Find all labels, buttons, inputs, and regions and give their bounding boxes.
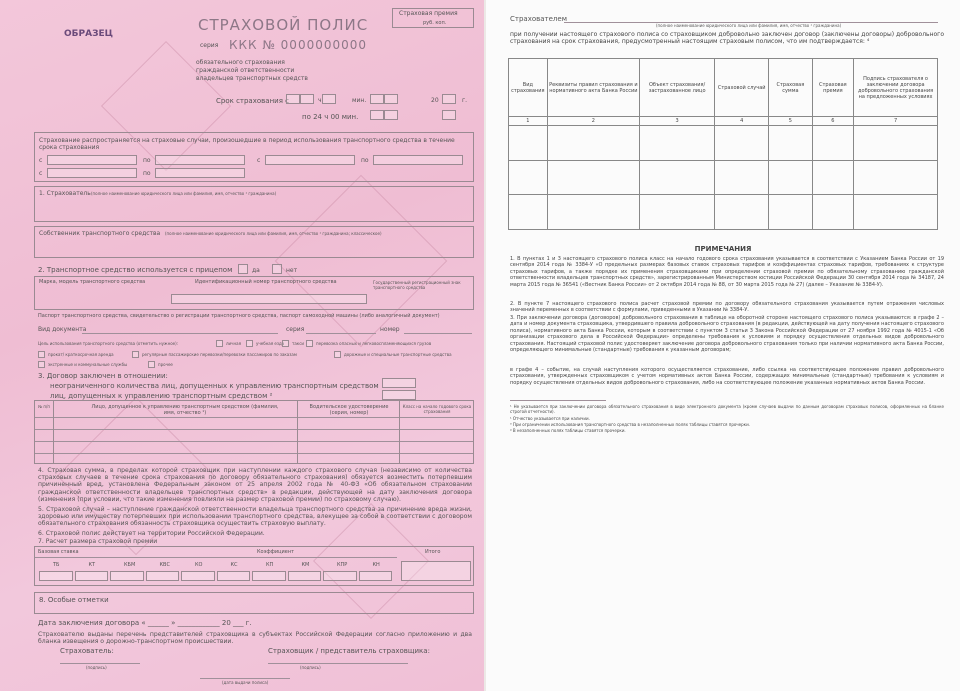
scope-unlimited-label: неограниченного количества лиц, допущенных к управлению транспортным средством <box>50 382 379 390</box>
term-min: мин. <box>352 97 367 104</box>
drivers-col-number: № п/п <box>38 404 51 409</box>
note-2: 2. В пункте 7 настоящего страхового полиса расчет страховой премии по договору обязательного страхования указывается путем отражения числовых значений переменных в соответствии с формулами, приведенными в Указании № 3384-У. <box>510 301 944 314</box>
coef-value-cell[interactable] <box>181 571 215 581</box>
vol-col-number: 4 <box>715 117 769 126</box>
term-h: ч. <box>318 97 324 104</box>
insured-label: Страхователем <box>510 15 567 23</box>
period-to-1: по <box>143 157 151 164</box>
term-day-cell[interactable] <box>370 94 384 104</box>
voluntary-insurance-table <box>508 58 938 230</box>
note-3: 3. При заключении договора (договоров) добровольного страхования в таблице на оборотной стороне настоящего страхового полиса указываются: в графе 2 – дата и номер документа страховщика, утвердившего правила добровольного страхования (в редакции, действующей на дату получения настоящего страхового полиса), нормативного акта Банка России, которым в соответствии с пунктом 3 статьи 3 Закона Российской Федерации от 27 ноября 1992 года № 4015-1 «Об организации страхового дела в Российской Федерации» определены требования к условиям и порядку осуществления отдельных видов добровольного страхования. Настоящий страховой полис удостоверяет заключение договора добровольного страхования только при наличии нормативного акта Банка России, определяющего минимальные (стандартные) требования к указанным договорам; <box>510 315 944 354</box>
issue-date-hint: (дата выдачи полиса) <box>222 680 269 685</box>
purpose-personal-label: личная <box>226 341 241 346</box>
purpose-road-label: дорожные и специальные транспортные средства <box>344 352 452 357</box>
trailer-no-checkbox[interactable] <box>272 264 282 274</box>
coef-value-cell[interactable] <box>359 571 393 581</box>
coef-value-cell[interactable] <box>217 571 251 581</box>
vol-col-number: 3 <box>640 117 715 126</box>
term-g: г. <box>462 97 468 104</box>
coef-2-label: КТ <box>88 562 96 568</box>
coef-7-label: КП <box>266 562 274 568</box>
vol-col-number: 1 <box>509 117 548 126</box>
purpose-personal-checkbox[interactable] <box>216 340 223 347</box>
purpose-regular-label: регулярные пассажирские перевозки/перевозки пассажиров по заказам <box>142 352 297 357</box>
insured-signature-hint: (подпись) <box>86 665 107 670</box>
total-label: Итого <box>425 549 441 555</box>
drivers-row-line <box>35 417 473 418</box>
notes-title: ПРИМЕЧАНИЯ <box>694 245 752 253</box>
purpose-emergency-label: экстренные и коммунальные службы <box>48 362 128 367</box>
clause-6-territory: 6. Страховой полис действует на территории Российской Федерации. <box>38 530 265 537</box>
table-row[interactable] <box>509 126 938 161</box>
doc-series-line[interactable] <box>306 333 376 334</box>
policy-back-page <box>486 0 960 691</box>
premium-label: Страховая премия <box>399 10 458 17</box>
contract-scope-heading: 3. Договор заключен в отношении: <box>38 372 168 380</box>
trailer-question: 2. Транспортное средство используется с прицепом <box>38 266 233 274</box>
coef-value-cell[interactable] <box>75 571 109 581</box>
doc-type-line[interactable] <box>82 333 278 334</box>
period-text: Страхование распространяется на страховые случаи, произошедшие в период использования транспортного средства в течение срока страхования <box>39 137 455 151</box>
issue-date-line[interactable] <box>200 678 290 679</box>
term-year: 20 <box>431 97 439 104</box>
term-hour-cell[interactable] <box>300 94 314 104</box>
voluntary-intro: при получении настоящего страхового полиса со страховщиком добровольно заключен договор (заключены договоры) добровольного страхования на срок страхования, предусмотренный настоящим страховым полисом, что им подтверждается: ⁴ <box>510 31 944 46</box>
drivers-col-class: Класс на начало годового срока страхования <box>402 404 472 414</box>
doc-series-label: серия <box>286 326 305 333</box>
purpose-rent-label: прокат/ краткосрочная аренда <box>48 352 114 357</box>
purpose-other-checkbox[interactable] <box>148 361 155 368</box>
subtitle-line-3: владельцев транспортных средств <box>196 75 308 82</box>
insured-signature-line[interactable] <box>60 663 140 664</box>
col-model-header: Марка, модель транспортного средства <box>39 279 146 285</box>
period-from-2: с <box>257 157 261 164</box>
passport-line: Паспорт транспортного средства, свидетельство о регистрации транспортного средства, паспорт самоходной машины (либо аналогичный документ) <box>38 313 440 319</box>
coef-8-label: КМ <box>301 562 310 568</box>
drivers-row-line <box>35 441 473 442</box>
table-row[interactable] <box>509 195 938 230</box>
col-vin-header: Идентификационный номер транспортного средства <box>195 279 337 285</box>
subtitle-line-1: обязательного страхования <box>196 59 285 66</box>
term-year-cell[interactable] <box>442 94 456 104</box>
period-from-field[interactable] <box>47 155 137 165</box>
drivers-col-divider <box>53 401 54 463</box>
vol-col-object: Объект страхования/ застрахованное лицо <box>640 59 715 117</box>
owner-hint: (полное наименование юридического лица или фамилия, имя, отчество ¹ гражданина; классическое) <box>165 231 382 236</box>
coef-1-label: ТБ <box>53 562 60 568</box>
term-to-year-cell[interactable] <box>442 110 456 120</box>
term-min-cell[interactable] <box>322 94 336 104</box>
purpose-training-label: учебная езда <box>256 341 285 346</box>
term-to-cell[interactable] <box>384 110 398 120</box>
purpose-dangerous-label: перевозка опасных и легковоспламеняющихся грузов <box>316 341 432 346</box>
calc-line <box>35 557 397 558</box>
period-to-field[interactable] <box>155 155 245 165</box>
trailer-yes-checkbox[interactable] <box>238 264 248 274</box>
insured-section <box>34 186 474 222</box>
coef-4-label: КВС <box>159 562 170 568</box>
purpose-rent-checkbox[interactable] <box>38 351 45 358</box>
clause-7-premium: 7. Расчет размера страховой премии <box>38 538 158 545</box>
period-section <box>34 132 474 182</box>
vol-col-sum: Страховая сумма <box>769 59 812 117</box>
purpose-other-label: прочее <box>158 362 173 367</box>
footnote-3: ³ При ограничении использования транспортного средства в незаполненных полях таблицы ставятся прочерки. <box>510 422 750 427</box>
series-label: серия <box>200 42 219 49</box>
vol-col-number: 7 <box>854 117 938 126</box>
drivers-col-license: Водительское удостоверение (серия, номер) <box>309 404 389 416</box>
coef-value-cell[interactable] <box>110 571 144 581</box>
scope-limited-label: лиц, допущенных к управлению транспортным средством ² <box>50 392 273 400</box>
coef-label: Коэффициент <box>257 549 295 555</box>
clause-4-sum-insured: 4. Страховая сумма, в пределах которой страховщик при наступлении каждого страхового случая (независимо от количества страховых случаев в течение срока страхования по договору обязательного страхования) обязуется возместить потерпевшим причиненный вред, установлена Федеральным законом от 25 апреля 2002 года № 40-ФЗ «Об обязательном страховании гражданской ответственности владельцев транспортных средств» в редакции, действующей на дату заключения договора (изменения (при условии, что такие изменения повлияли на размер страховой премии) по страховому случаю). <box>38 467 472 503</box>
insured-heading: 1. Страхователь <box>39 190 91 197</box>
insurer-signature-line[interactable] <box>268 663 408 664</box>
term-hour-cell[interactable] <box>286 94 300 104</box>
term-to-cell[interactable] <box>370 110 384 120</box>
coef-5-label: КО <box>195 562 203 568</box>
purpose-regular-checkbox[interactable] <box>132 351 139 358</box>
coef-value-cell[interactable] <box>323 571 357 581</box>
period-to-2: по <box>361 157 369 164</box>
insurer-signature-hint: (подпись) <box>300 665 321 670</box>
term-to-label: по 24 ч 00 мин. <box>302 113 359 121</box>
coef-value-cell[interactable] <box>252 571 286 581</box>
period-from-3: с <box>39 170 43 177</box>
term-day-cell[interactable] <box>384 94 398 104</box>
vol-col-number: 5 <box>769 117 812 126</box>
vol-col-event: Страховой случай <box>715 59 769 117</box>
purpose-taxi-checkbox[interactable] <box>282 340 289 347</box>
vol-col-number: 6 <box>812 117 854 126</box>
vehicle-table <box>34 276 474 310</box>
trailer-no-label: нет <box>286 267 298 274</box>
footnote-1: ¹ Не указывается при заключении договора обязательного страхования в виде электронного документа (кроме случаев выдачи по данным договорам страховых полисов, оформленных на бланке строгой отчетности). <box>510 404 944 414</box>
coef-10-label: КН <box>372 562 380 568</box>
insured-name-hint: (полное наименование юридического лица или фамилия, имя, отчество ¹ гражданина) <box>656 23 842 28</box>
period-from-field[interactable] <box>265 155 355 165</box>
special-notes-heading: 8. Особые отметки <box>39 596 109 604</box>
special-notes-section <box>34 592 474 614</box>
period-to-field[interactable] <box>155 168 245 178</box>
footnote-divider <box>510 400 606 401</box>
vol-col-rules: Реквизиты правил страхования и нормативного акта Банка России <box>547 59 639 117</box>
drivers-col-divider <box>399 401 400 463</box>
coef-6-label: КС <box>230 562 238 568</box>
premium-box <box>392 8 474 28</box>
contract-date: Дата заключения договора « ______ » ____________ 20 ___ г. <box>38 619 252 627</box>
footnote-4: ⁴ В незаполненных полях таблицы ставятся прочерки. <box>510 428 626 433</box>
purpose-road-checkbox[interactable] <box>334 351 341 358</box>
base-rate-label: Базовая ставка <box>38 549 79 555</box>
vol-col-premium: Страховая премия <box>812 59 854 117</box>
sample-stamp: ОБРАЗЕЦ <box>64 29 113 39</box>
drivers-col-divider <box>297 401 298 463</box>
owner-section <box>34 226 474 258</box>
drivers-row-line <box>35 453 473 454</box>
period-to-field[interactable] <box>373 155 463 165</box>
doc-type-label: Вид документа <box>38 326 87 333</box>
period-from-1: с <box>39 157 43 164</box>
doc-number-label: номер <box>380 326 400 333</box>
note-1: 1. В пунктах 1 и 3 настоящего страхового полиса класс на начало годового срока страхования указывается в соответствии с Указанием Банка России от 19 сентября 2014 года № 3384-У «О предельных размерах базовых ставок страховых тарифов и коэффициентах страховых тарифов, требованиях к структуре страховых тарифов, а также порядке их применения страховщиками при определении страховой премии по обязательному страхованию гражданской ответственности владельцев транспортных средств», зарегистрированным Министерством юстиции Российской Федерации 30 сентября 2014 года № 34187, 24 марта 2015 года № 36541 («Вестник Банка России» от 2 октября 2014 года № 88, от 30 марта 2015 года № 27) (далее – Указание № 3384-У). <box>510 256 944 288</box>
table-row[interactable] <box>509 160 938 195</box>
subtitle-line-2: гражданской ответственности <box>196 67 295 74</box>
trailer-yes-label: да <box>252 267 260 274</box>
coef-value-cell[interactable] <box>39 571 73 581</box>
insured-hint: (полное наименование юридического лица или фамилия, имя, отчество ¹ гражданина) <box>91 191 277 196</box>
scope-unlimited-checkbox[interactable] <box>382 378 416 388</box>
period-to-3: по <box>143 170 151 177</box>
premium-calc-table <box>34 546 474 586</box>
col-reg-header: Государственный регистрационный знак транспортного средства <box>373 280 461 290</box>
purpose-taxi-label: такси <box>292 341 304 346</box>
insurer-signature-label: Страховщик / представитель страховщика: <box>268 647 430 655</box>
clause-5-insured-event: 5. Страховой случай – наступление гражданской ответственности владельца транспортного средства за причинение вреда жизни, здоровью или имуществу потерпевших при использовании транспортного средства, влекущее за собой в соответствии с договором обязательного страхования обязанность страховщика осуществить страховую выплату. <box>38 506 472 528</box>
purpose-training-checkbox[interactable] <box>246 340 253 347</box>
policy-number: ККК № 0000000000 <box>229 38 368 52</box>
owner-heading: Собственник транспортного средства <box>39 230 161 237</box>
coef-3-label: КБМ <box>124 562 136 568</box>
drivers-table <box>34 400 474 464</box>
doc-number-line[interactable] <box>404 333 472 334</box>
period-from-field[interactable] <box>47 168 137 178</box>
vol-col-number: 2 <box>547 117 639 126</box>
total-premium-cell[interactable] <box>401 561 471 581</box>
insured-signature-label: Страхователь: <box>60 647 114 655</box>
policy-title: СТРАХОВОЙ ПОЛИС <box>198 16 369 34</box>
coef-value-cell[interactable] <box>146 571 180 581</box>
term-from-label: Срок страхования с <box>216 97 289 105</box>
purpose-dangerous-checkbox[interactable] <box>306 340 313 347</box>
drivers-col-name: Лицо, допущенное к управлению транспортным средством (фамилия, имя, отчество ¹) <box>91 404 279 416</box>
coef-value-cell[interactable] <box>288 571 322 581</box>
scope-limited-checkbox[interactable] <box>382 390 416 400</box>
premium-units: руб. коп. <box>423 20 447 26</box>
drivers-row-line <box>35 429 473 430</box>
vol-col-type: Вид страхования <box>509 59 548 117</box>
vol-col-signature: Подпись страхователя о заключении договора добровольного страхования на предложенных условиях <box>854 59 938 117</box>
purpose-title: Цель использования транспортного средства (отметить нужное): <box>38 341 179 346</box>
issued-documents-text: Страхователю выданы перечень представителей страховщика в субъектах Российской Федерации согласно приложению и два бланка извещения о дорожно-транспортном происшествии. <box>38 631 472 646</box>
note-4: в графе 4 – событие, на случай наступления которого осуществляется страхование, либо ссылка на соответствующее положение правил добровольного страхования, утвержденных страховщиком с учетом нормативных актов Банка России, содержащих минимальные (стандартные) требования к условиям и порядку осуществления отдельных видов добровольного страхования, либо на соответствующее положение указанных нормативных актов Банка России. <box>510 367 944 386</box>
vin-input[interactable] <box>171 294 367 304</box>
coef-9-label: КПР <box>337 562 348 568</box>
purpose-emergency-checkbox[interactable] <box>38 361 45 368</box>
footnote-2: ¹ Отчество указывается при наличии. <box>510 416 590 421</box>
